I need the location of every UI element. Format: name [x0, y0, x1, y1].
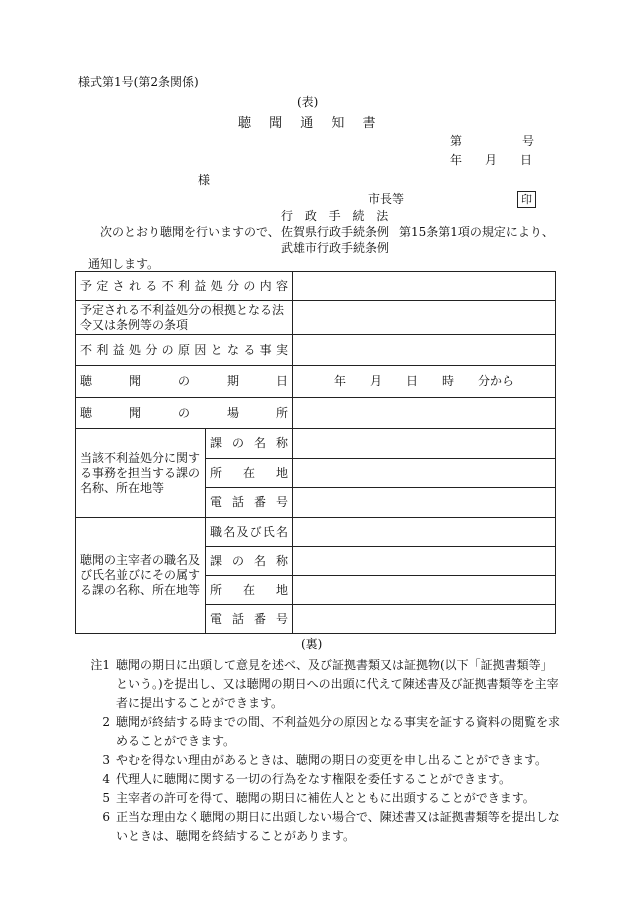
group-presiding-officer-label: 聴聞の主宰者の職名及び氏名並びにその属する課の名称、所在地等	[76, 518, 206, 634]
table-row	[76, 429, 556, 459]
officer-title-name-label: 職名及び氏名	[206, 518, 293, 547]
note-text: 正当な理由なく聴聞の期日に出頭しない場合で、陳述書又は証拠書類等を提出しないときは、聴聞を終結することがあります。	[116, 810, 560, 843]
note-text: 代理人に聴聞に関する一切の行為をなす権限を委任することができます。	[116, 772, 512, 786]
note-number: 2	[102, 715, 110, 729]
note-item	[80, 789, 560, 808]
date-month: 月	[485, 153, 498, 167]
officer-title-name-value	[293, 518, 556, 547]
law-middle: 佐賀県行政手続条例	[281, 225, 390, 239]
note-item	[80, 751, 560, 770]
note-number: 4	[102, 772, 110, 786]
section-name-value	[293, 429, 556, 459]
section-phone-value	[293, 488, 556, 518]
note-item	[80, 808, 560, 846]
form-number: 様式第1号(第2条関係)	[78, 75, 199, 89]
row-hearing-place-label: 聴聞の場所	[76, 398, 293, 429]
note-text: 主宰者の許可を得て、聴聞の期日に補佐人とともに出頭することができます。	[116, 791, 535, 805]
row-disposition-content-value	[293, 272, 556, 301]
group-responsible-section-label: 当該不利益処分に関する事務を担当する課の名称、所在地等	[76, 429, 206, 518]
note-text: 聴聞の期日に出頭して意見を述べ、及び証拠書類又は証拠物(以下「証拠書類等」という。)を提出し、又は聴聞の期日への出頭に代えて陳述書及び証拠書類等を主宰者に提出することができます。	[116, 658, 559, 710]
section-location-value	[293, 459, 556, 488]
row-hearing-place-value	[293, 398, 556, 429]
date-day: 日	[520, 153, 533, 167]
note-item	[80, 713, 560, 751]
intro-clause: 第15条第1項の規定により、	[399, 225, 554, 239]
date-year: 年	[450, 153, 463, 167]
row-hearing-date-label: 聴聞の期日	[76, 366, 293, 398]
doc-number-suffix: 号	[522, 134, 535, 148]
seal-mark: 印	[517, 191, 536, 208]
document-title: 聴 聞 通 知 書	[238, 116, 376, 131]
table-row	[76, 272, 556, 301]
table-row	[76, 398, 556, 429]
row-legal-basis-label: 予定される不利益処分の根拠となる法令又は条例等の条項	[76, 301, 293, 335]
section-location-label: 所在地	[206, 459, 293, 488]
row-legal-basis-value	[293, 301, 556, 335]
issuer: 市長等	[368, 192, 405, 206]
note-number: 6	[102, 810, 110, 824]
officer-section-name-value	[293, 547, 556, 576]
officer-location-label: 所在地	[206, 576, 293, 605]
intro-lead: 次のとおり聴聞を行いますので、	[100, 225, 280, 239]
officer-phone-label: 電話番号	[206, 605, 293, 634]
front-label: (表)	[297, 95, 319, 109]
table-row	[76, 301, 556, 335]
hearing-form-table	[75, 271, 556, 634]
back-label: (裏)	[301, 637, 323, 651]
table-row	[76, 518, 556, 547]
note-text: 聴聞が終結する時までの間、不利益処分の原因となる事実を証する資料の閲覧を求めることができます。	[116, 715, 561, 748]
row-cause-facts-value	[293, 335, 556, 366]
law-top: 行 政 手 続 法	[281, 209, 389, 223]
addressee-suffix: 様	[198, 173, 211, 187]
section-phone-label: 電話番号	[206, 488, 293, 518]
note-item	[80, 656, 560, 713]
note-number: 5	[102, 791, 110, 805]
officer-location-value	[293, 576, 556, 605]
doc-number-prefix: 第	[450, 134, 463, 148]
row-hearing-date-value: 年 月 日 時 分から	[293, 366, 556, 398]
law-bottom: 武雄市行政手続条例	[281, 241, 390, 255]
note-item	[80, 770, 560, 789]
table-row	[76, 366, 556, 398]
note-number: 3	[102, 753, 110, 767]
row-cause-facts-label: 不利益処分の原因となる事実	[76, 335, 293, 366]
section-name-label: 課の名称	[206, 429, 293, 459]
intro-closing: 通知します。	[88, 257, 160, 271]
note-text: やむを得ない理由があるときは、聴聞の期日の変更を申し出ることができます。	[116, 753, 548, 767]
table-row	[76, 335, 556, 366]
officer-phone-value	[293, 605, 556, 634]
note-number: 注1	[90, 658, 110, 672]
row-disposition-content-label: 予定される不利益処分の内容	[76, 272, 293, 301]
officer-section-name-label: 課の名称	[206, 547, 293, 576]
